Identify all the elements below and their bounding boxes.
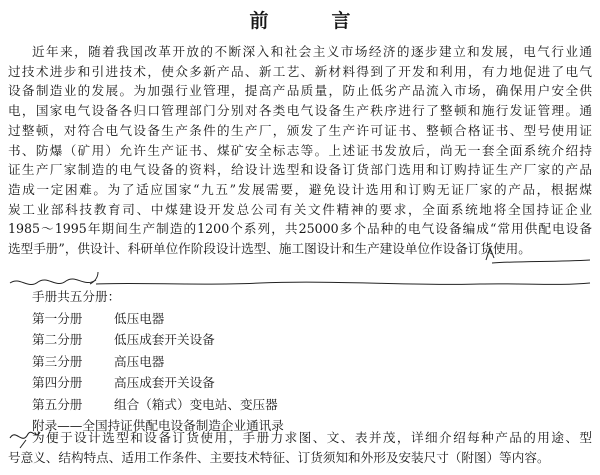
preface-paragraph: [8, 42, 592, 259]
volume-item: [8, 394, 592, 416]
paragraph-line: 近年来，随着我国改革开放的不断深入和社会主义市场经济的逐步建立和发展，电气行业通: [32, 44, 592, 59]
volume-title: 高压电器: [114, 353, 165, 369]
volume-item: [8, 372, 592, 394]
volume-list: [8, 286, 592, 437]
volume-title: 低压电器: [114, 310, 165, 326]
paragraph-line: 电，国家电气设备各归口管理部门分别对各类电气设备生产秩序进行了整顿和施行发证管理。通: [8, 103, 592, 119]
paragraph-line: 设备制造业的发展。为加强行业管理，提高产品质量，防止低劣产品流入市场，确保用户安全供: [8, 83, 592, 99]
volume-label: 第五分册: [32, 396, 83, 412]
volume-label: 第四分册: [32, 375, 83, 390]
paragraph-line: 炭工业部科技教育司、中煤建设开发总公司有关文件精神的要求，全面系统地将全国持证企业: [8, 201, 592, 217]
paragraph-line: 号意义、结构特点、适用工作条件、主要技术特征、订货须知和外形及安装尺寸（附图）等内容。: [8, 450, 550, 465]
volume-title: 低压成套开关设备: [114, 332, 215, 347]
paragraph-line: 过整顿，对符合电气设备生产条件的生产厂，颁发了生产许可证书、整顿合格证书、型号使用证: [8, 122, 592, 138]
volume-label: 第三分册: [32, 353, 83, 369]
volume-label: 第一分册: [32, 310, 83, 326]
underline-mark: [492, 260, 590, 263]
volume-item: [8, 308, 592, 330]
paragraph-line: 选型手册”，供设计、科研单位作阶段设计选型、施工图设计和生产建设单位作设备订货使用。: [8, 241, 531, 257]
wavy-mark: [10, 279, 96, 285]
stroke-mark: [90, 272, 98, 284]
paragraph-line: 证生产厂家制造的电气设备的资料，给设计选型和设备订货部门选用和订购持证生产厂家的产品: [8, 162, 592, 178]
document-title: 前 言: [249, 10, 373, 32]
paragraph-line: 为便于设计选型和设备订货使用，手册力求图、文、表并茂，详细介绍每种产品的用途、型: [32, 430, 592, 445]
appendix-line: 附录——全国持证供配电设备制造企业通讯录: [32, 418, 284, 433]
closing-paragraph: [8, 428, 592, 468]
paragraph-line: 书、防爆（矿用）允许生产证书、煤矿安全标志等。上述证书发放后，尚无一套全面系统介绍持: [8, 142, 592, 158]
volume-title: 组合（箱式）变电站、变压器: [114, 396, 278, 412]
paragraph-line: 过技术进步和引进技术，使众多新产品、新工艺、新材料得到了开发和利用，有力地促进了电气: [8, 63, 592, 79]
volume-list-intro: 手册共五分册：: [32, 289, 121, 304]
paragraph-line: 造成一定困难。为了适应国家“九五”发展需要，避免设计选用和订购无证厂家的产品，根据煤: [8, 181, 592, 197]
paragraph-line: 1985～1995年期间生产制造的1200个系列，共25000多个品种的电气设备编成“常用供配电设备: [8, 221, 592, 237]
volume-title: 高压成套开关设备: [114, 375, 215, 390]
wavy-underline-mark: [96, 282, 590, 284]
volume-label: 第二分册: [32, 332, 83, 347]
volume-item: [8, 329, 592, 351]
volume-item: [8, 351, 592, 373]
